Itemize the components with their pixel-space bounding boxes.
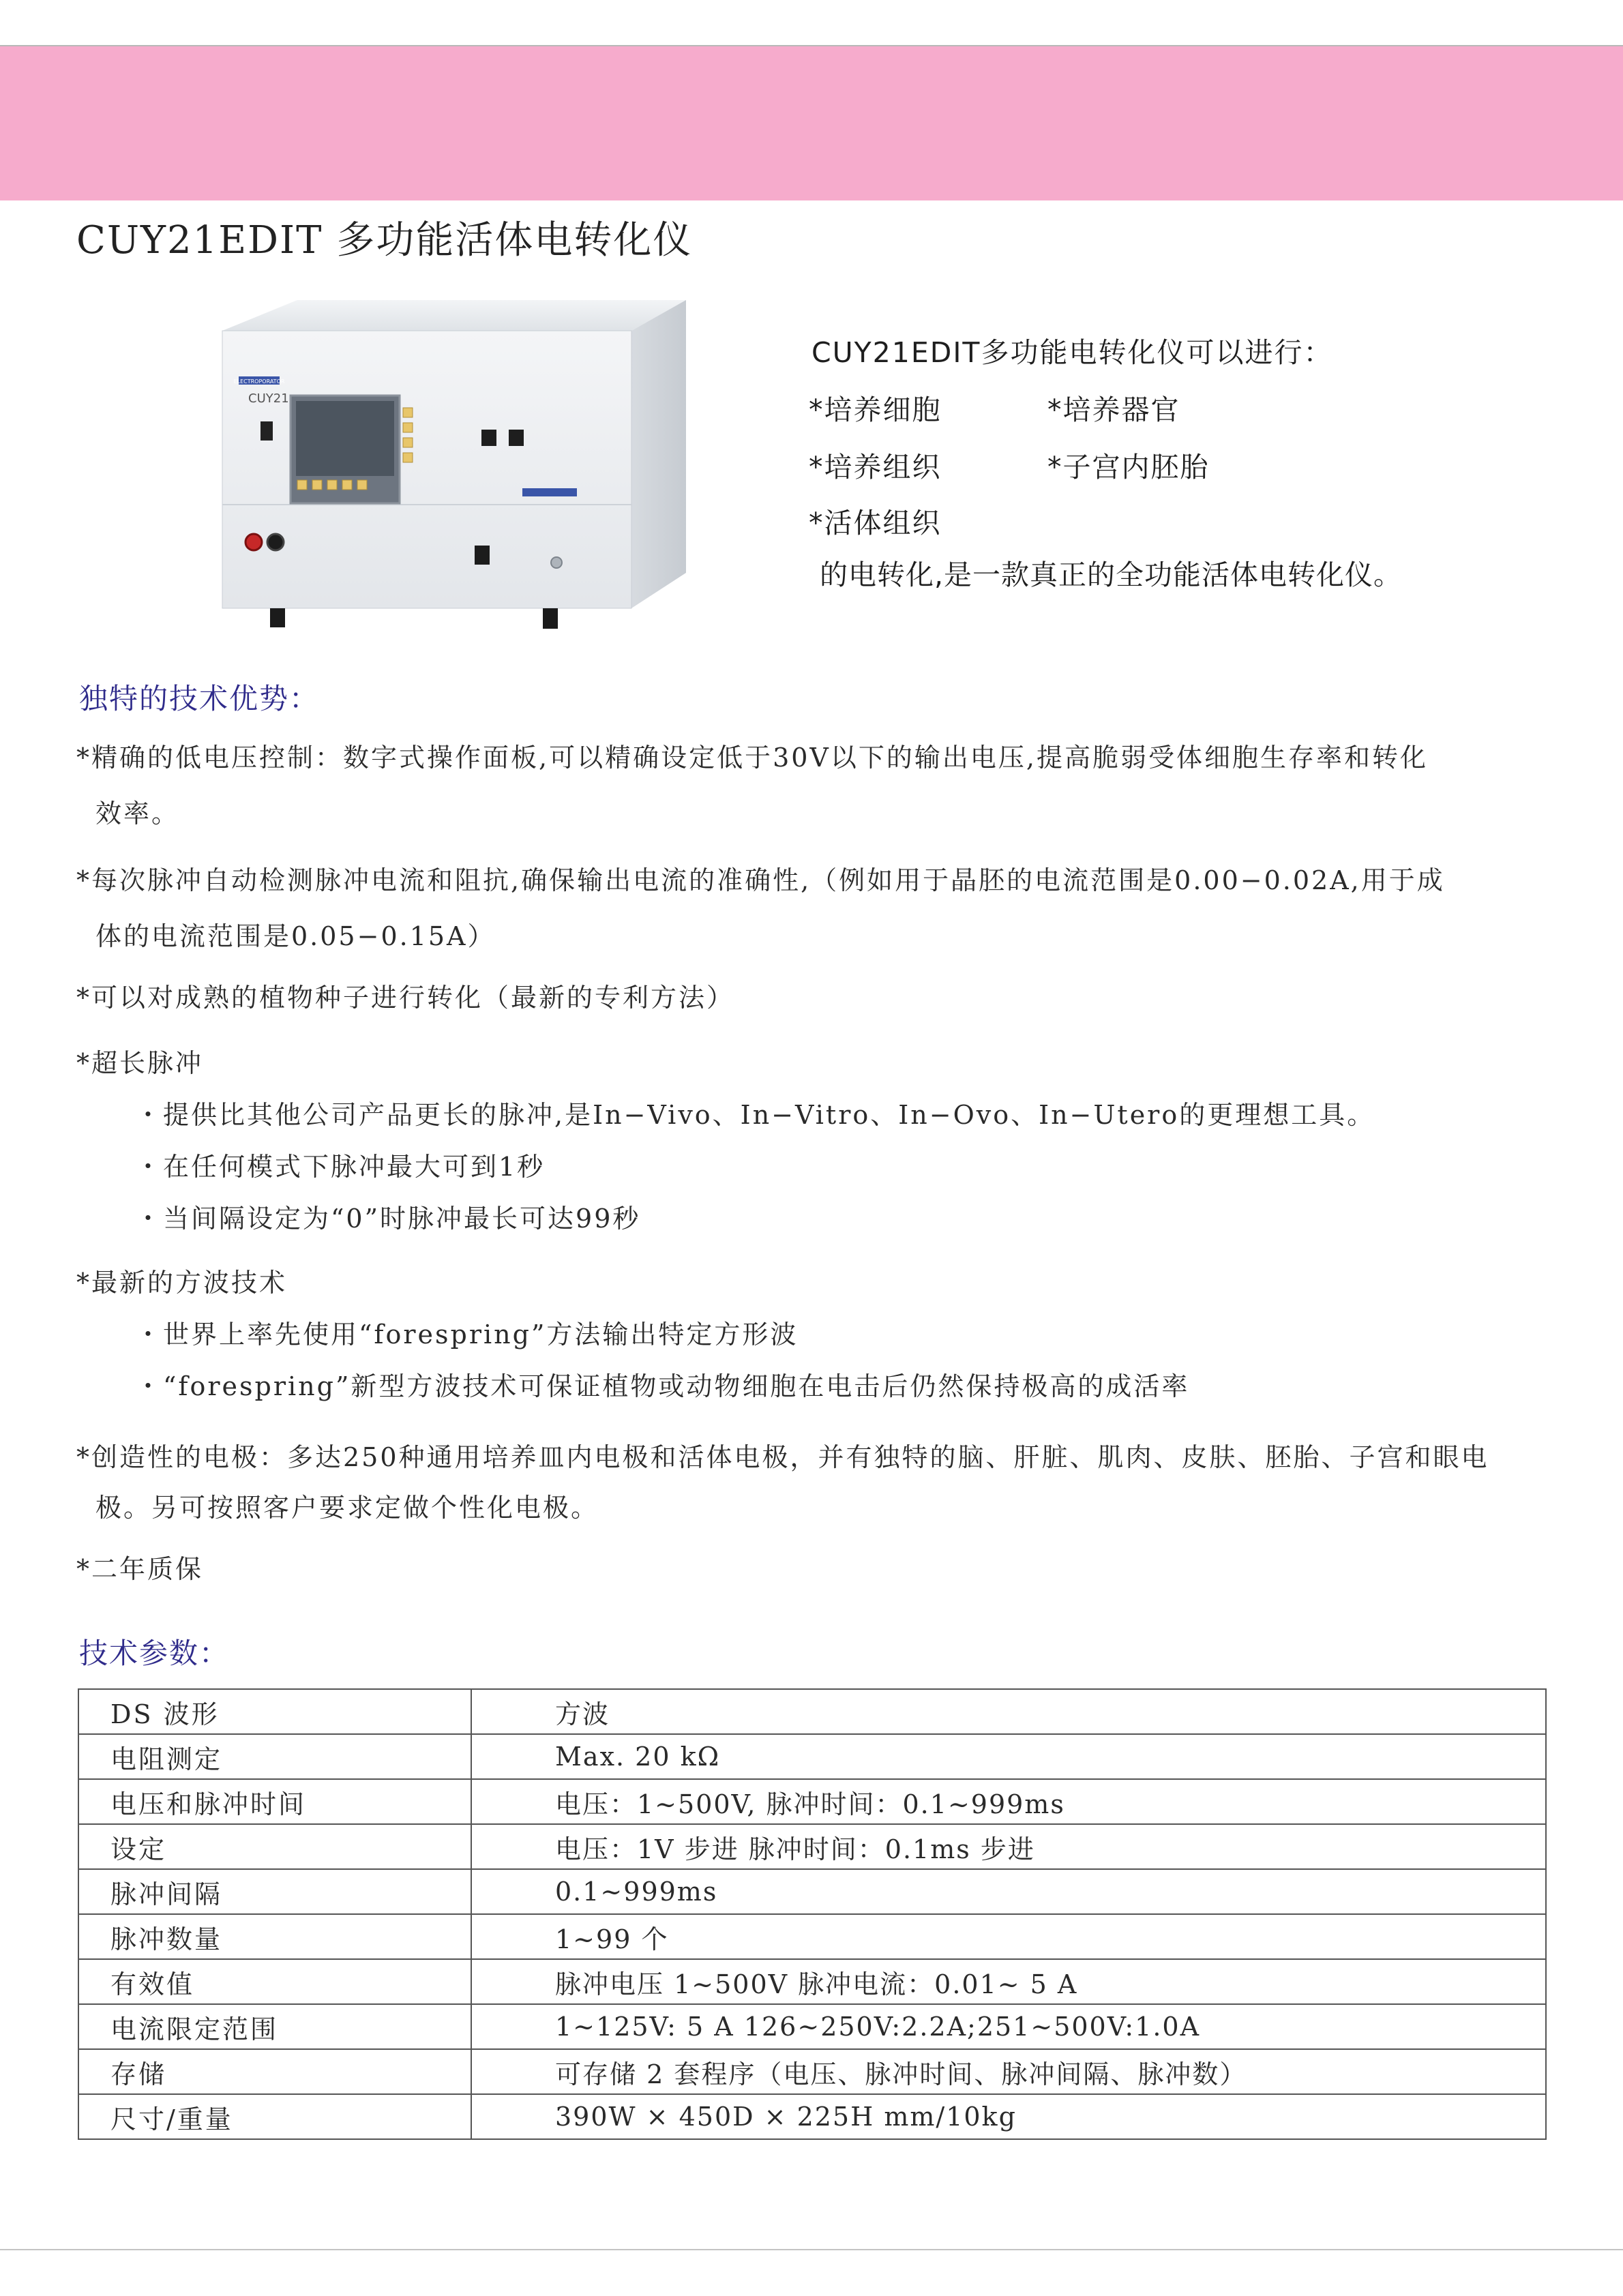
table-row xyxy=(78,2094,1546,2139)
spec-value: 0.1~999ms xyxy=(471,1869,1546,1914)
feature-item: *培养组织 xyxy=(809,451,942,483)
table-row xyxy=(78,2004,1546,2049)
spec-value: 电压：1V 步进 脉冲时间：0.1ms 步进 xyxy=(471,1824,1546,1869)
advantage-subline: ・提供比其他公司产品更长的脉冲,是In−Vivo、In−Vitro、In−Ovo、In−Utero的更理想工具。 xyxy=(135,1100,1375,1130)
spec-value: 390W × 450D × 225H mm/10kg xyxy=(471,2094,1546,2139)
table-row xyxy=(78,1869,1546,1914)
feature-item: *子宫内胚胎 xyxy=(1047,451,1210,483)
spec-key: 脉冲数量 xyxy=(78,1914,471,1959)
table-row xyxy=(78,1779,1546,1824)
spec-value: 可存储 2 套程序（电压、脉冲时间、脉冲间隔、脉冲数） xyxy=(471,2049,1546,2094)
spec-key: 电压和脉冲时间 xyxy=(78,1779,471,1824)
intro-lead: CUY21EDIT多功能电转化仪可以进行： xyxy=(812,336,1333,369)
specs-heading: 技术参数： xyxy=(79,1637,230,1670)
table-row xyxy=(78,2049,1546,2094)
advantage-line: *精确的低电压控制：数字式操作面板,可以精确设定低于30V以下的输出电压,提高脆弱受体细胞生存率和转化 xyxy=(76,743,1428,773)
advantage-line: *二年质保 xyxy=(76,1554,204,1584)
table-row xyxy=(78,1914,1546,1959)
page-title: CUY21EDIT 多功能活体电转化仪 xyxy=(76,218,693,263)
spec-key: DS 波形 xyxy=(78,1689,471,1734)
spec-key: 存储 xyxy=(78,2049,471,2094)
spec-key: 尺寸/重量 xyxy=(78,2094,471,2139)
table-row xyxy=(78,1734,1546,1779)
advantage-line: *超长脉冲 xyxy=(76,1048,204,1078)
spec-key: 设定 xyxy=(78,1824,471,1869)
feature-item: *培养细胞 xyxy=(809,393,942,426)
spec-value: 脉冲电压 1~500V 脉冲电流：0.01~ 5 A xyxy=(471,1959,1546,2004)
electroporator-device-image xyxy=(195,300,700,631)
spec-key: 电流限定范围 xyxy=(78,2004,471,2049)
spec-value: 1~125V: 5 A 126~250V:2.2A;251~500V:1.0A xyxy=(471,2004,1546,2049)
advantage-subline: ・世界上率先使用“forespring”方法输出特定方形波 xyxy=(135,1320,799,1350)
spec-value: 电压：1~500V, 脉冲时间：0.1~999ms xyxy=(471,1779,1546,1824)
specs-table xyxy=(78,1688,1547,2140)
spec-value: Max. 20 kΩ xyxy=(471,1734,1546,1779)
table-row xyxy=(78,1959,1546,2004)
advantage-line: *创造性的电极：多达250种通用培养皿内电极和活体电极，并有独特的脑、肝脏、肌肉、皮肤、胚胎、子宫和眼电 xyxy=(76,1442,1489,1472)
spec-key: 有效值 xyxy=(78,1959,471,2004)
advantage-subline: ・当间隔设定为“0”时脉冲最长可达99秒 xyxy=(135,1204,641,1234)
bottom-rule xyxy=(0,2249,1623,2250)
model-label: CUY21 xyxy=(248,391,289,406)
intro-tail: 的电转化,是一款真正的全功能活体电转化仪。 xyxy=(820,558,1403,591)
advantages-heading: 独特的技术优势： xyxy=(79,682,320,715)
red-terminal xyxy=(245,534,262,550)
pink-header-banner xyxy=(0,46,1623,200)
feature-item: *活体组织 xyxy=(809,507,942,539)
black-terminal xyxy=(267,534,284,550)
advantage-line: *最新的方波技术 xyxy=(76,1268,288,1298)
advantage-subline: ・“forespring”新型方波技术可保证植物或动物细胞在电击后仍然保持极高的成活率 xyxy=(135,1371,1190,1401)
advantage-line: 极。另可按照客户要求定做个性化电极。 xyxy=(95,1493,599,1523)
spec-key: 脉冲间隔 xyxy=(78,1869,471,1914)
feature-item: *培养器官 xyxy=(1047,393,1180,426)
spec-value: 1~99 个 xyxy=(471,1914,1546,1959)
advantage-subline: ・在任何模式下脉冲最大可到1秒 xyxy=(135,1152,546,1182)
table-row xyxy=(78,1689,1546,1734)
advantage-line: *每次脉冲自动检测脉冲电流和阻抗,确保输出电流的准确性,（例如用于晶胚的电流范围是0.00−0.02A,用于成 xyxy=(76,865,1445,895)
spec-value: 方波 xyxy=(471,1689,1546,1734)
advantage-line: *可以对成熟的植物种子进行转化（最新的专利方法） xyxy=(76,983,735,1013)
advantage-line: 体的电流范围是0.05−0.15A） xyxy=(95,921,496,951)
advantage-line: 效率。 xyxy=(95,799,180,829)
brand-label: ELECTROPORATOR xyxy=(233,378,285,385)
table-row xyxy=(78,1824,1546,1869)
spec-key: 电阻测定 xyxy=(78,1734,471,1779)
